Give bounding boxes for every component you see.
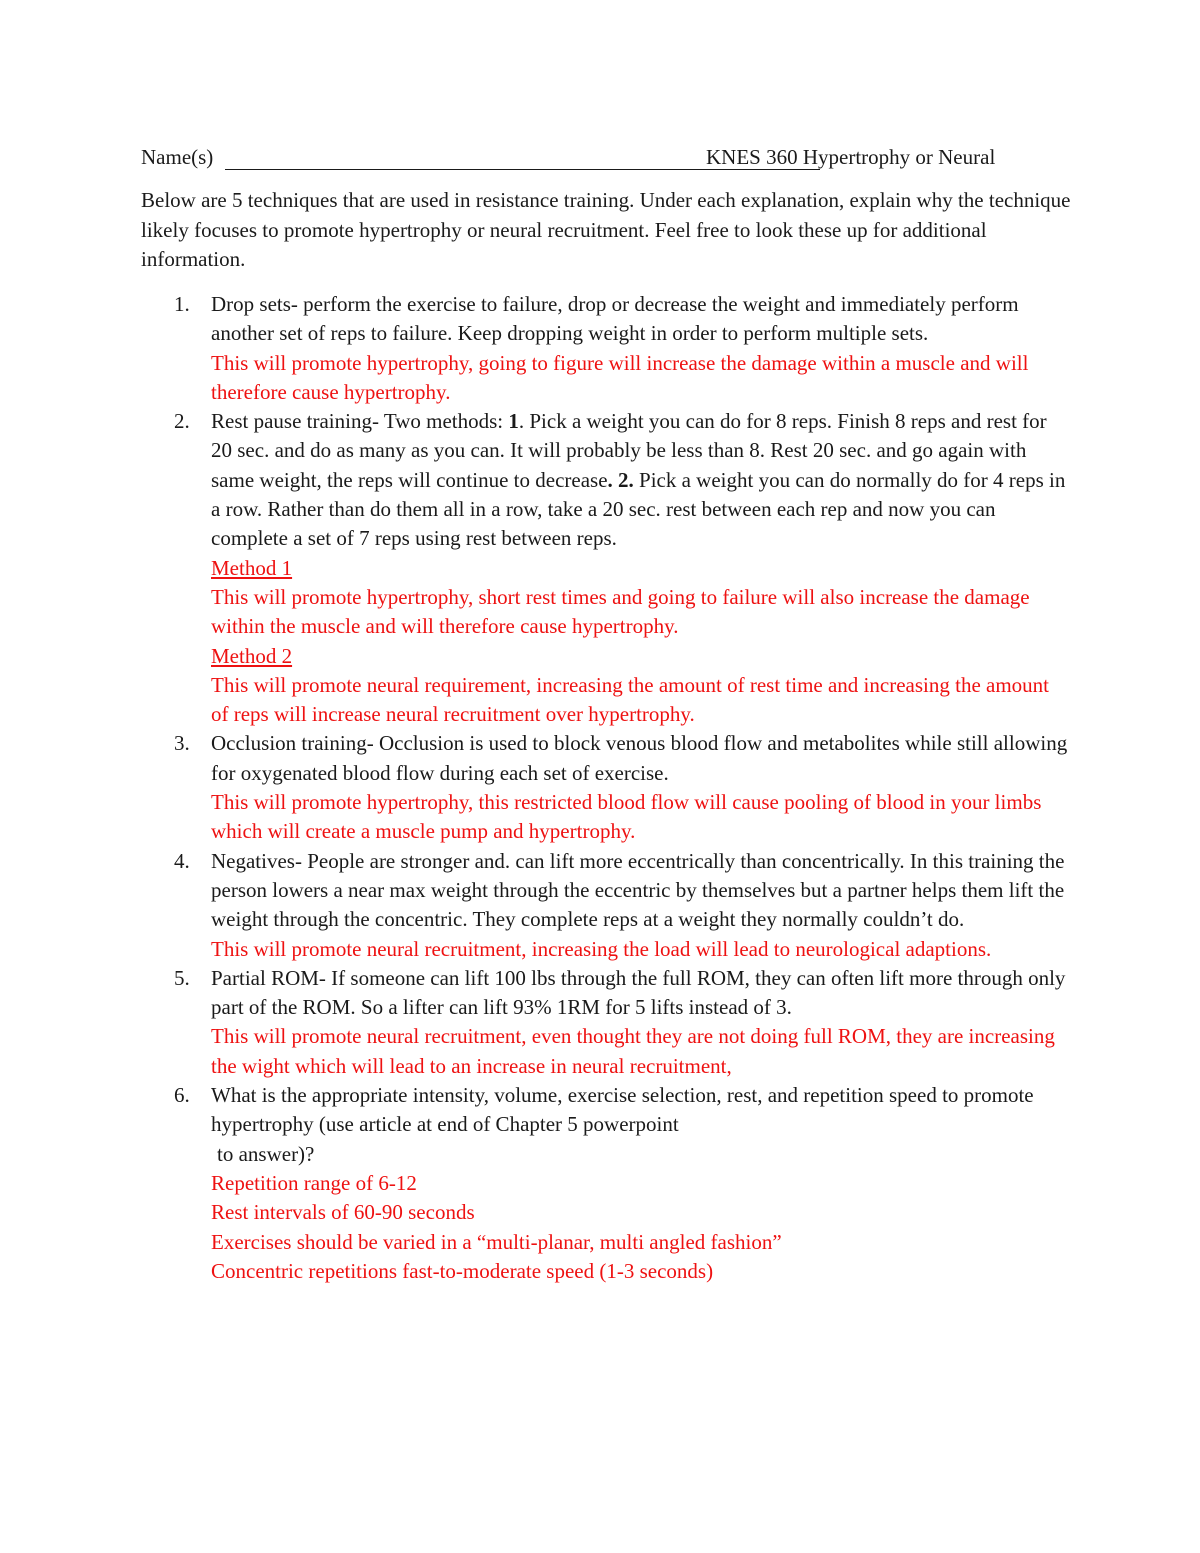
answer-text: This will promote neural recruitment, even thought they are not doing full ROM, they are increasing the wight which will lead to an increase in neural recruitment, — [211, 1024, 1055, 1078]
question-list — [141, 290, 1071, 1286]
question-text: Partial ROM- If someone can lift 100 lbs through the full ROM, they can often lift more through only part of the ROM. So a lifter can lift 93% 1RM for 5 lifts instead of 3. — [211, 965, 1066, 1020]
bold-period: . — [607, 467, 613, 492]
list-item-2 — [141, 407, 1071, 729]
item-number: 1. — [174, 292, 190, 316]
item-number: 2. — [174, 409, 190, 434]
list-item-3 — [141, 729, 1071, 846]
method-2-marker: 2. — [612, 467, 634, 492]
method-2-label: Method 2 — [211, 643, 293, 668]
name-label: Name(s) — [141, 145, 214, 169]
question-text: Negatives- People are stronger and. can lift more eccentrically than concentrically. In this training the person lowers a near max weight through the eccentric by themselves but a partner helps them lift the weight through the concentric. They complete reps at a weight they normally couldn’t do. — [211, 848, 1065, 932]
item-number: 4. — [174, 848, 190, 873]
method-1-label: Method 1 — [211, 555, 293, 580]
question-part-c: Pick a weight you can do normally do for 4 reps in a row. Rather than do them all in a row, take a 20 sec. rest between each rep and now you can complete a set of 7 reps using rest between reps. — [211, 467, 1066, 551]
answer-line: Rest intervals of 60-90 seconds — [211, 1200, 475, 1225]
header — [141, 142, 1061, 172]
method-2-answer: This will promote neural requirement, increasing the amount of rest time and increasing the amount of reps will increase neural recruitment over hypertrophy. — [211, 672, 1050, 727]
list-item-5 — [141, 964, 1071, 1081]
answer-line: Concentric repetitions fast-to-moderate speed (1-3 seconds) — [211, 1258, 714, 1283]
list-item-6 — [141, 1081, 1071, 1286]
answer-text: This will promote neural recruitment, increasing the load will lead to neurological adaptions. — [211, 936, 992, 961]
list-item-4 — [141, 847, 1071, 964]
list-item-1 — [141, 290, 1071, 407]
question-text-continued: to answer)? — [217, 1141, 315, 1166]
question-text — [211, 407, 1071, 553]
answer-line: Repetition range of 6-12 — [211, 1170, 417, 1195]
question-text: Drop sets- perform the exercise to failure, drop or decrease the weight and immediately perform another set of reps to failure. Keep dropping weight in order to perform multiple sets. — [211, 292, 1019, 346]
question-part-a: Rest pause training- Two methods: — [211, 409, 509, 434]
question-part-b: . Pick a weight you can do for 8 reps. Finish 8 reps and rest for 20 sec. and do as many as you can. It will probably be less than 8. Rest 20 sec. and go again with same weight, the reps will continue to decrease — [211, 409, 1047, 492]
answer-text: This will promote hypertrophy, this restricted blood flow will cause pooling of blood in your limbs which will create a muscle pump and hypertrophy. — [211, 790, 1042, 844]
method-1-answer: This will promote hypertrophy, short rest times and going to failure will also increase the damage within the muscle and will therefore cause hypertrophy. — [211, 584, 1030, 639]
answer-line: Exercises should be varied in a “multi-planar, multi angled fashion” — [211, 1229, 782, 1254]
method-1-marker: 1 — [508, 409, 519, 434]
answer-text: This will promote hypertrophy, going to figure will increase the damage within a muscle and will therefore cause hypertrophy. — [211, 350, 1029, 404]
item-number: 6. — [174, 1083, 190, 1108]
question-text: Occlusion training- Occlusion is used to block venous blood flow and metabolites while still allowing for oxygenated blood flow during each set of exercise. — [211, 731, 1068, 785]
question-text: What is the appropriate intensity, volume, exercise selection, rest, and repetition speed to promote hypertrophy (use article at end of Chapter 5 powerpoint — [211, 1083, 1034, 1137]
instructions-paragraph: Below are 5 techniques that are used in resistance training. Under each explanation, explain why the technique likely focuses to promote hypertrophy or neural recruitment. Feel free to look these up for additional information. — [141, 188, 1071, 271]
item-number: 3. — [174, 731, 190, 756]
item-number: 5. — [174, 965, 190, 990]
course-title: KNES 360 Hypertrophy or Neural — [706, 145, 996, 169]
